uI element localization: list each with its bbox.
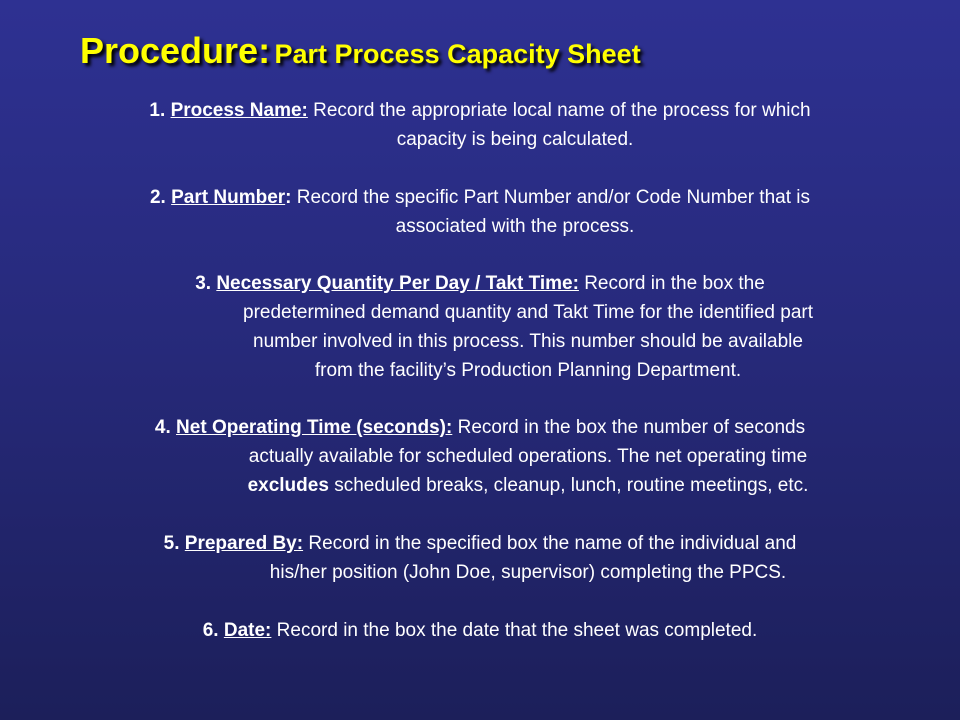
step-date [40,616,920,645]
title-sub: Part Process Capacity Sheet [274,39,641,69]
title-main: Procedure: [80,30,271,71]
step-text: associated with the process. [395,216,635,237]
step-line [40,413,920,442]
page-title [80,30,940,72]
step-text: actually available for scheduled operations. The net operating time [248,446,808,467]
step-text: Record in the box the [584,273,765,294]
step-heading: Net Operating Time (seconds): [176,417,453,438]
step-number: 6. [202,620,219,641]
step-text: Record the appropriate local name of the process for which [313,100,811,121]
step-colon: : [285,187,292,208]
step-prepared-by [40,529,920,587]
step-text: number involved in this process. This number should be available [253,331,803,352]
step-heading: Prepared By: [184,533,304,554]
step-number: 3. [195,273,212,294]
step-heading: Date: [223,620,272,641]
step-text: Record in the box the number of seconds [457,417,806,438]
step-text: from the facility’s Production Planning Department. [314,360,742,381]
step-text: scheduled breaks, cleanup, lunch, routine meetings, etc. [334,475,809,496]
step-process-name [40,96,920,154]
step-text: Record the specific Part Number and/or Code Number that is [296,187,810,208]
step-necessary-quantity [40,269,920,385]
step-line [40,616,920,645]
step-text: Record in the box the date that the sheet was completed. [276,620,758,641]
step-number: 2. [149,187,166,208]
step-number: 1. [149,100,166,121]
step-line [40,471,920,500]
step-heading: Process Name: [170,100,308,121]
step-line [40,269,920,298]
step-text: predetermined demand quantity and Takt Time for the identified part [243,302,813,323]
step-part-number [40,183,920,241]
step-net-operating-time [40,413,920,500]
step-line [40,96,920,125]
step-line [40,183,920,212]
step-emphasis: excludes [247,475,329,496]
step-number: 4. [154,417,171,438]
step-heading: Part Number [171,187,286,208]
step-number: 5. [163,533,180,554]
step-text: Record in the specified box the name of the individual and [308,533,797,554]
step-text: his/her position (John Doe, supervisor) completing the PPCS. [269,562,787,583]
step-line [40,529,920,558]
step-heading: Necessary Quantity Per Day / Takt Time: [216,273,579,294]
step-text: capacity is being calculated. [396,129,634,150]
